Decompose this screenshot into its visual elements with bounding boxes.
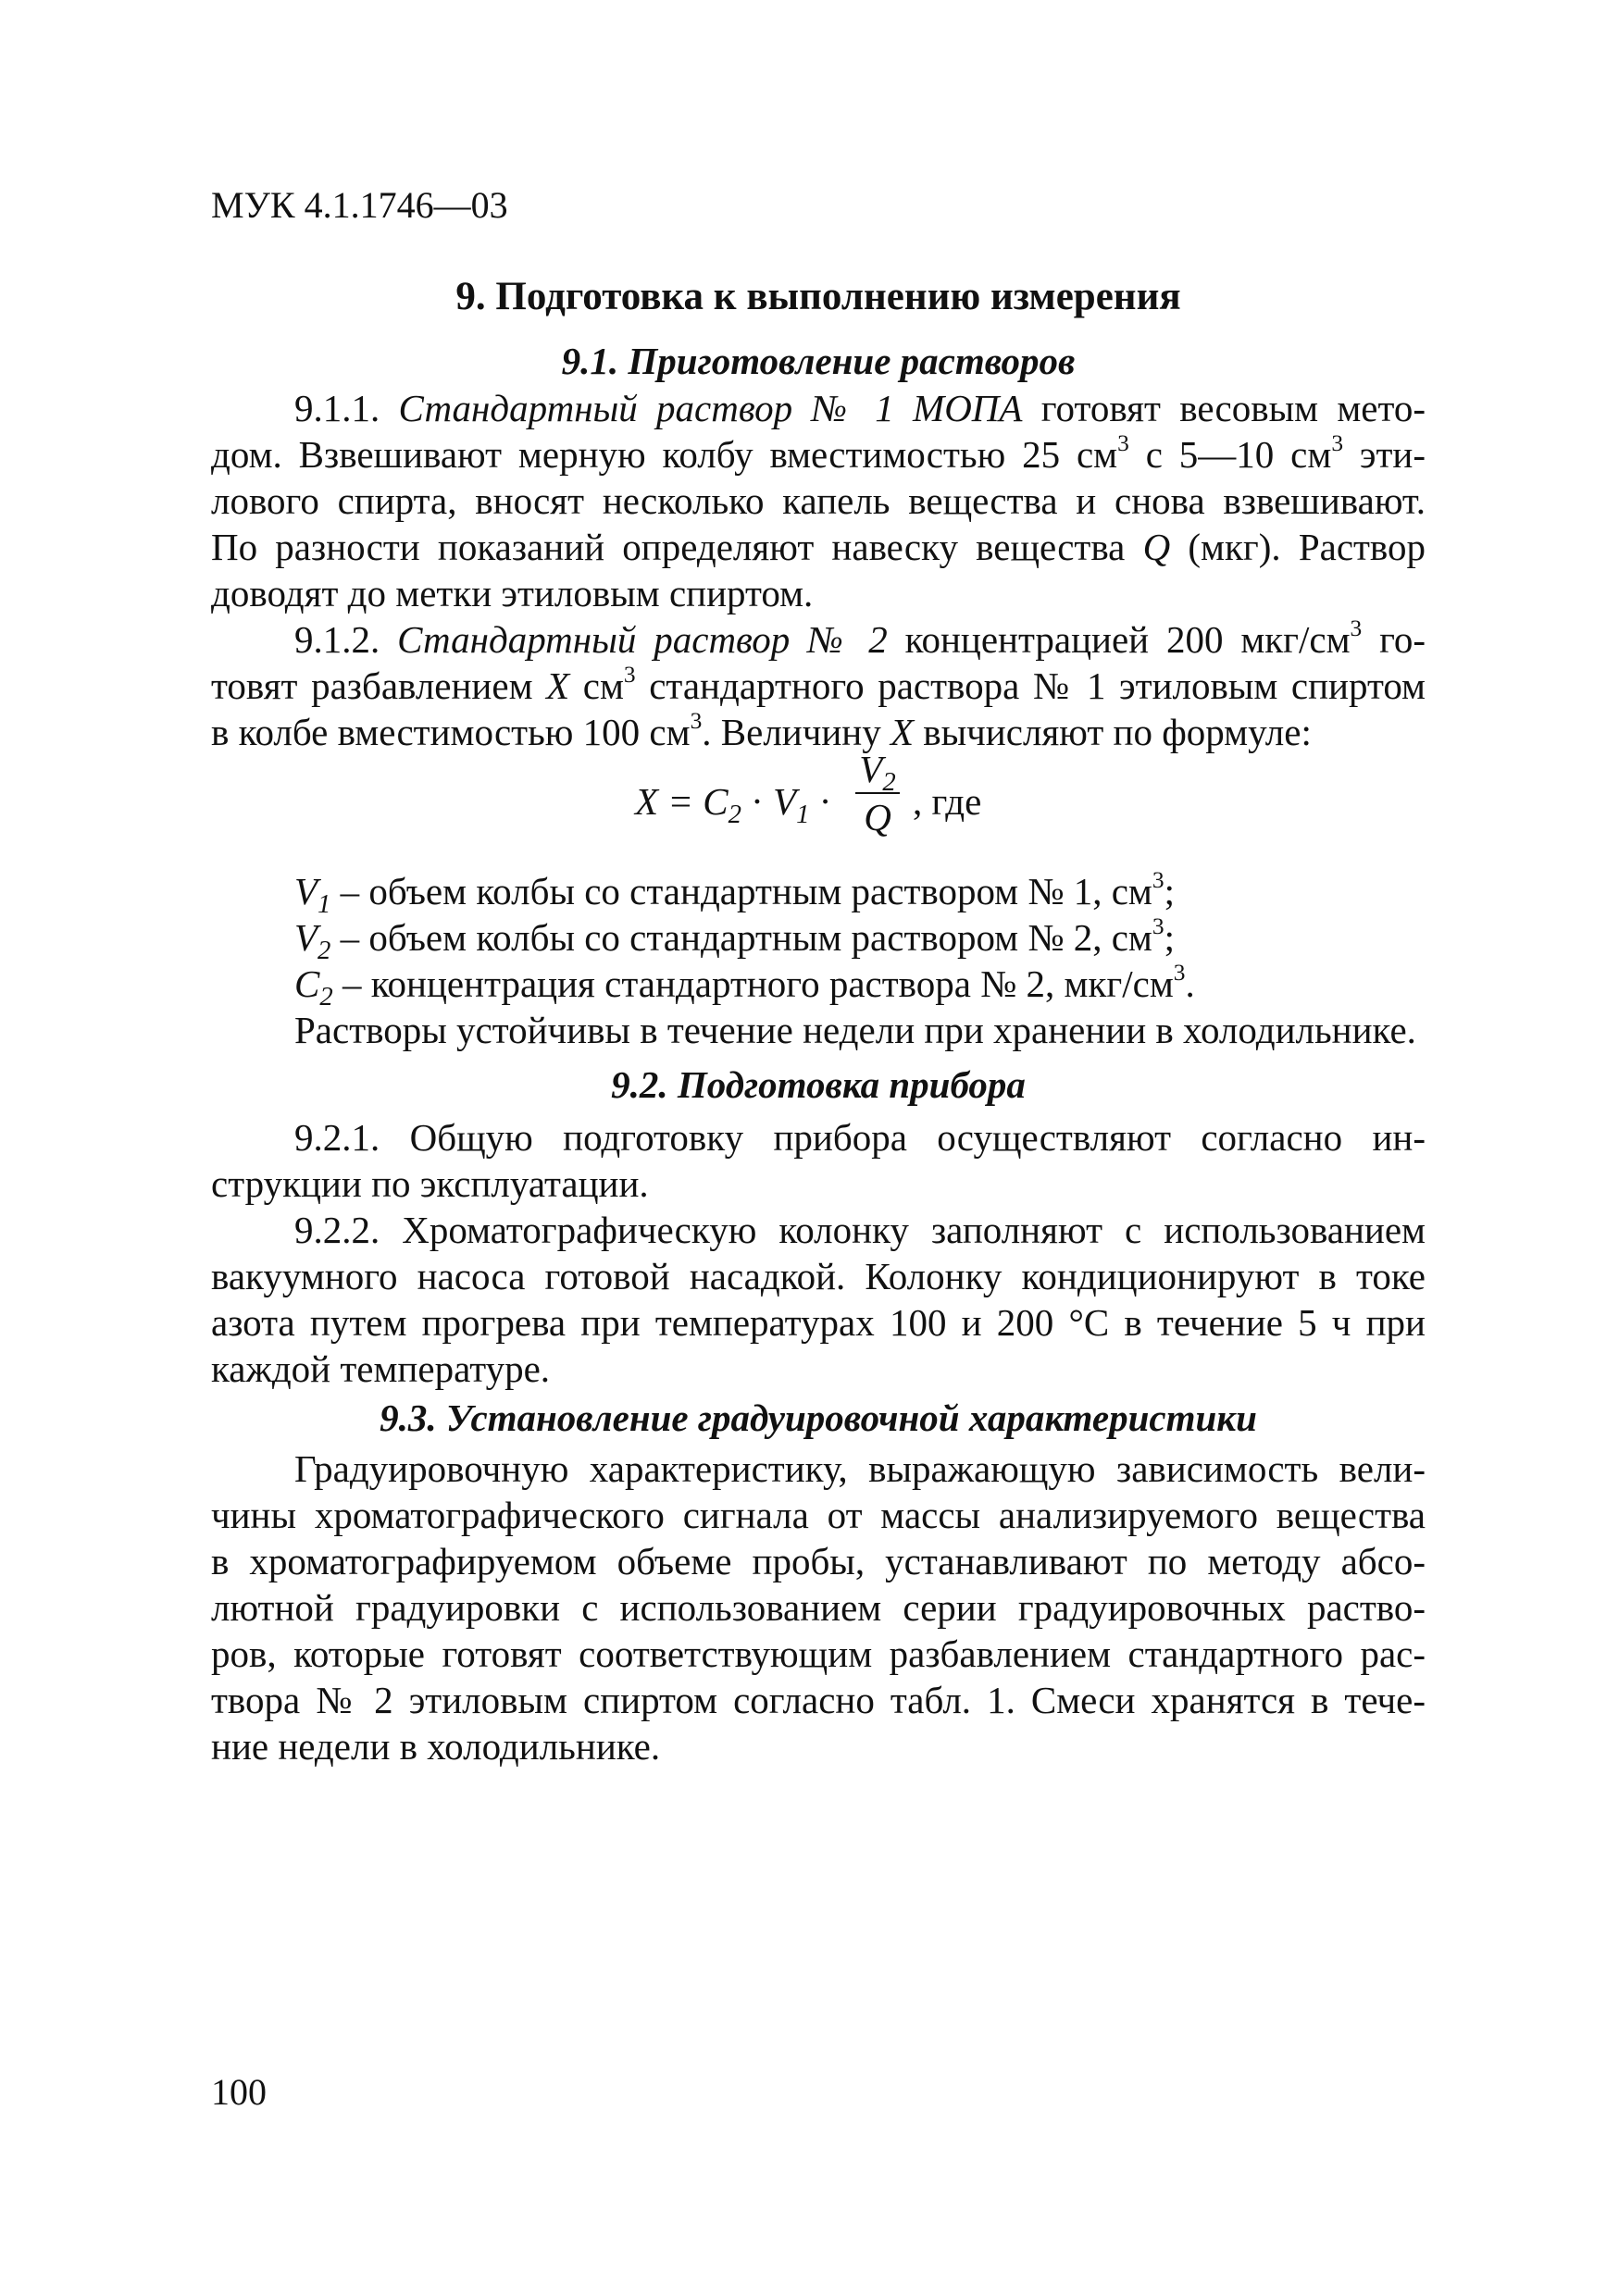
formula-lhs: $X = C_2 \cdot V_1$ · — [635, 780, 832, 829]
paragraph-9-1-1 — [211, 385, 1426, 616]
paragraph-line: ров, которые готовят соответствующим разбавлением стандартного рас- — [211, 1632, 1426, 1675]
fraction-numerator: $V_2$ — [859, 748, 896, 797]
paragraph-line: азота путем прогрева при температурах 100 и 200 °С в течение 5 ч при — [211, 1301, 1426, 1344]
subsection-9-2-title: 9.2. Подготовка прибора — [611, 1063, 1026, 1106]
paragraph-line: струкции по эксплуатации. — [211, 1162, 649, 1205]
subsection-9-1-title: 9.1. Приготовление растворов — [561, 340, 1076, 382]
paragraph-line: чины хроматографического сигнала от массы анализируемого вещества — [211, 1494, 1426, 1536]
document-page — [211, 0, 1426, 2296]
definition-v2: $V_2$ – объем колбы со стандартным раствором № 2, $см^3$; — [294, 912, 1175, 965]
section-title: 9. Подготовка к выполнению измерения — [455, 275, 1181, 318]
paragraph-line: 9.1.2. Стандартный раствор № 2 концентрацией 200 мкг/$см^3$ го- — [294, 614, 1426, 661]
formula-fraction — [852, 748, 903, 838]
paragraph-line: твора № 2 этиловым спиртом согласно табл. 1. Смеси хранятся в тече- — [211, 1679, 1426, 1721]
paragraph-9-2-1 — [211, 1114, 1426, 1207]
stability-note: Растворы устойчивы в течение недели при хранении в холодильнике. — [294, 1009, 1416, 1051]
paragraph-line: вакуумного насоса готовой насадкой. Колонку кондиционируют в токе — [211, 1255, 1426, 1297]
paragraph-line: лютной градуировки с использованием серии градуировочных раство- — [211, 1586, 1426, 1629]
paragraph-line: По разности показаний определяют навеску вещества Q (мкг). Раствор — [211, 526, 1426, 568]
page-number: 100 — [211, 2071, 267, 2113]
formula-x — [211, 748, 1426, 877]
paragraph-line: товят разбавлением X $см^3$ стандартного раствора № 1 этиловым спиртом — [211, 661, 1426, 707]
paragraph-9-2-2 — [211, 1207, 1426, 1392]
definition-v1: $V_1$ – объем колбы со стандартным раствором № 1, $см^3$; — [294, 866, 1175, 919]
definition-c2: $C_2$ – концентрация стандартного раствора № 2, мкг/$см^3$. — [294, 959, 1195, 1011]
subsection-9-3-title: 9.3. Установление градуировочной характеристики — [380, 1396, 1257, 1439]
paragraph-9-3 — [211, 1446, 1426, 1769]
paragraph-line: каждой температуре. — [211, 1347, 551, 1390]
document-code-header: МУК 4.1.1746—03 — [211, 184, 508, 226]
paragraph-9-1-2 — [211, 616, 1426, 755]
fraction-denominator: Q — [864, 796, 891, 838]
paragraph-line: 9.2.2. Хроматографическую колонку заполняют с использованием — [294, 1209, 1426, 1251]
paragraph-line: лового спирта, вносят несколько капель вещества и снова взвешивают. — [211, 479, 1426, 522]
formula-definitions — [294, 868, 1416, 1053]
paragraph-line: Градуировочную характеристику, выражающую зависимость вели- — [294, 1447, 1426, 1490]
paragraph-line: 9.2.1. Общую подготовку прибора осуществляют согласно ин- — [294, 1116, 1426, 1159]
paragraph-line: в хроматографируемом объеме пробы, устанавливают по методу абсо- — [211, 1540, 1426, 1582]
paragraph-line: 9.1.1. Стандартный раствор № 1 МОПА готовят весовым мето- — [294, 387, 1426, 429]
paragraph-line: доводят до метки этиловым спиртом. — [211, 572, 814, 614]
paragraph-line: ние недели в холодильнике. — [211, 1725, 661, 1768]
paragraph-line: в колбе вместимостью 100 $см^3$. Величину X вычисляют по формуле: — [211, 707, 1312, 753]
paragraph-line: дом. Взвешивают мерную колбу вместимостью 25 $см^3$ с 5—10 $см^3$ эти- — [211, 429, 1426, 476]
formula-where: , где — [913, 780, 982, 823]
